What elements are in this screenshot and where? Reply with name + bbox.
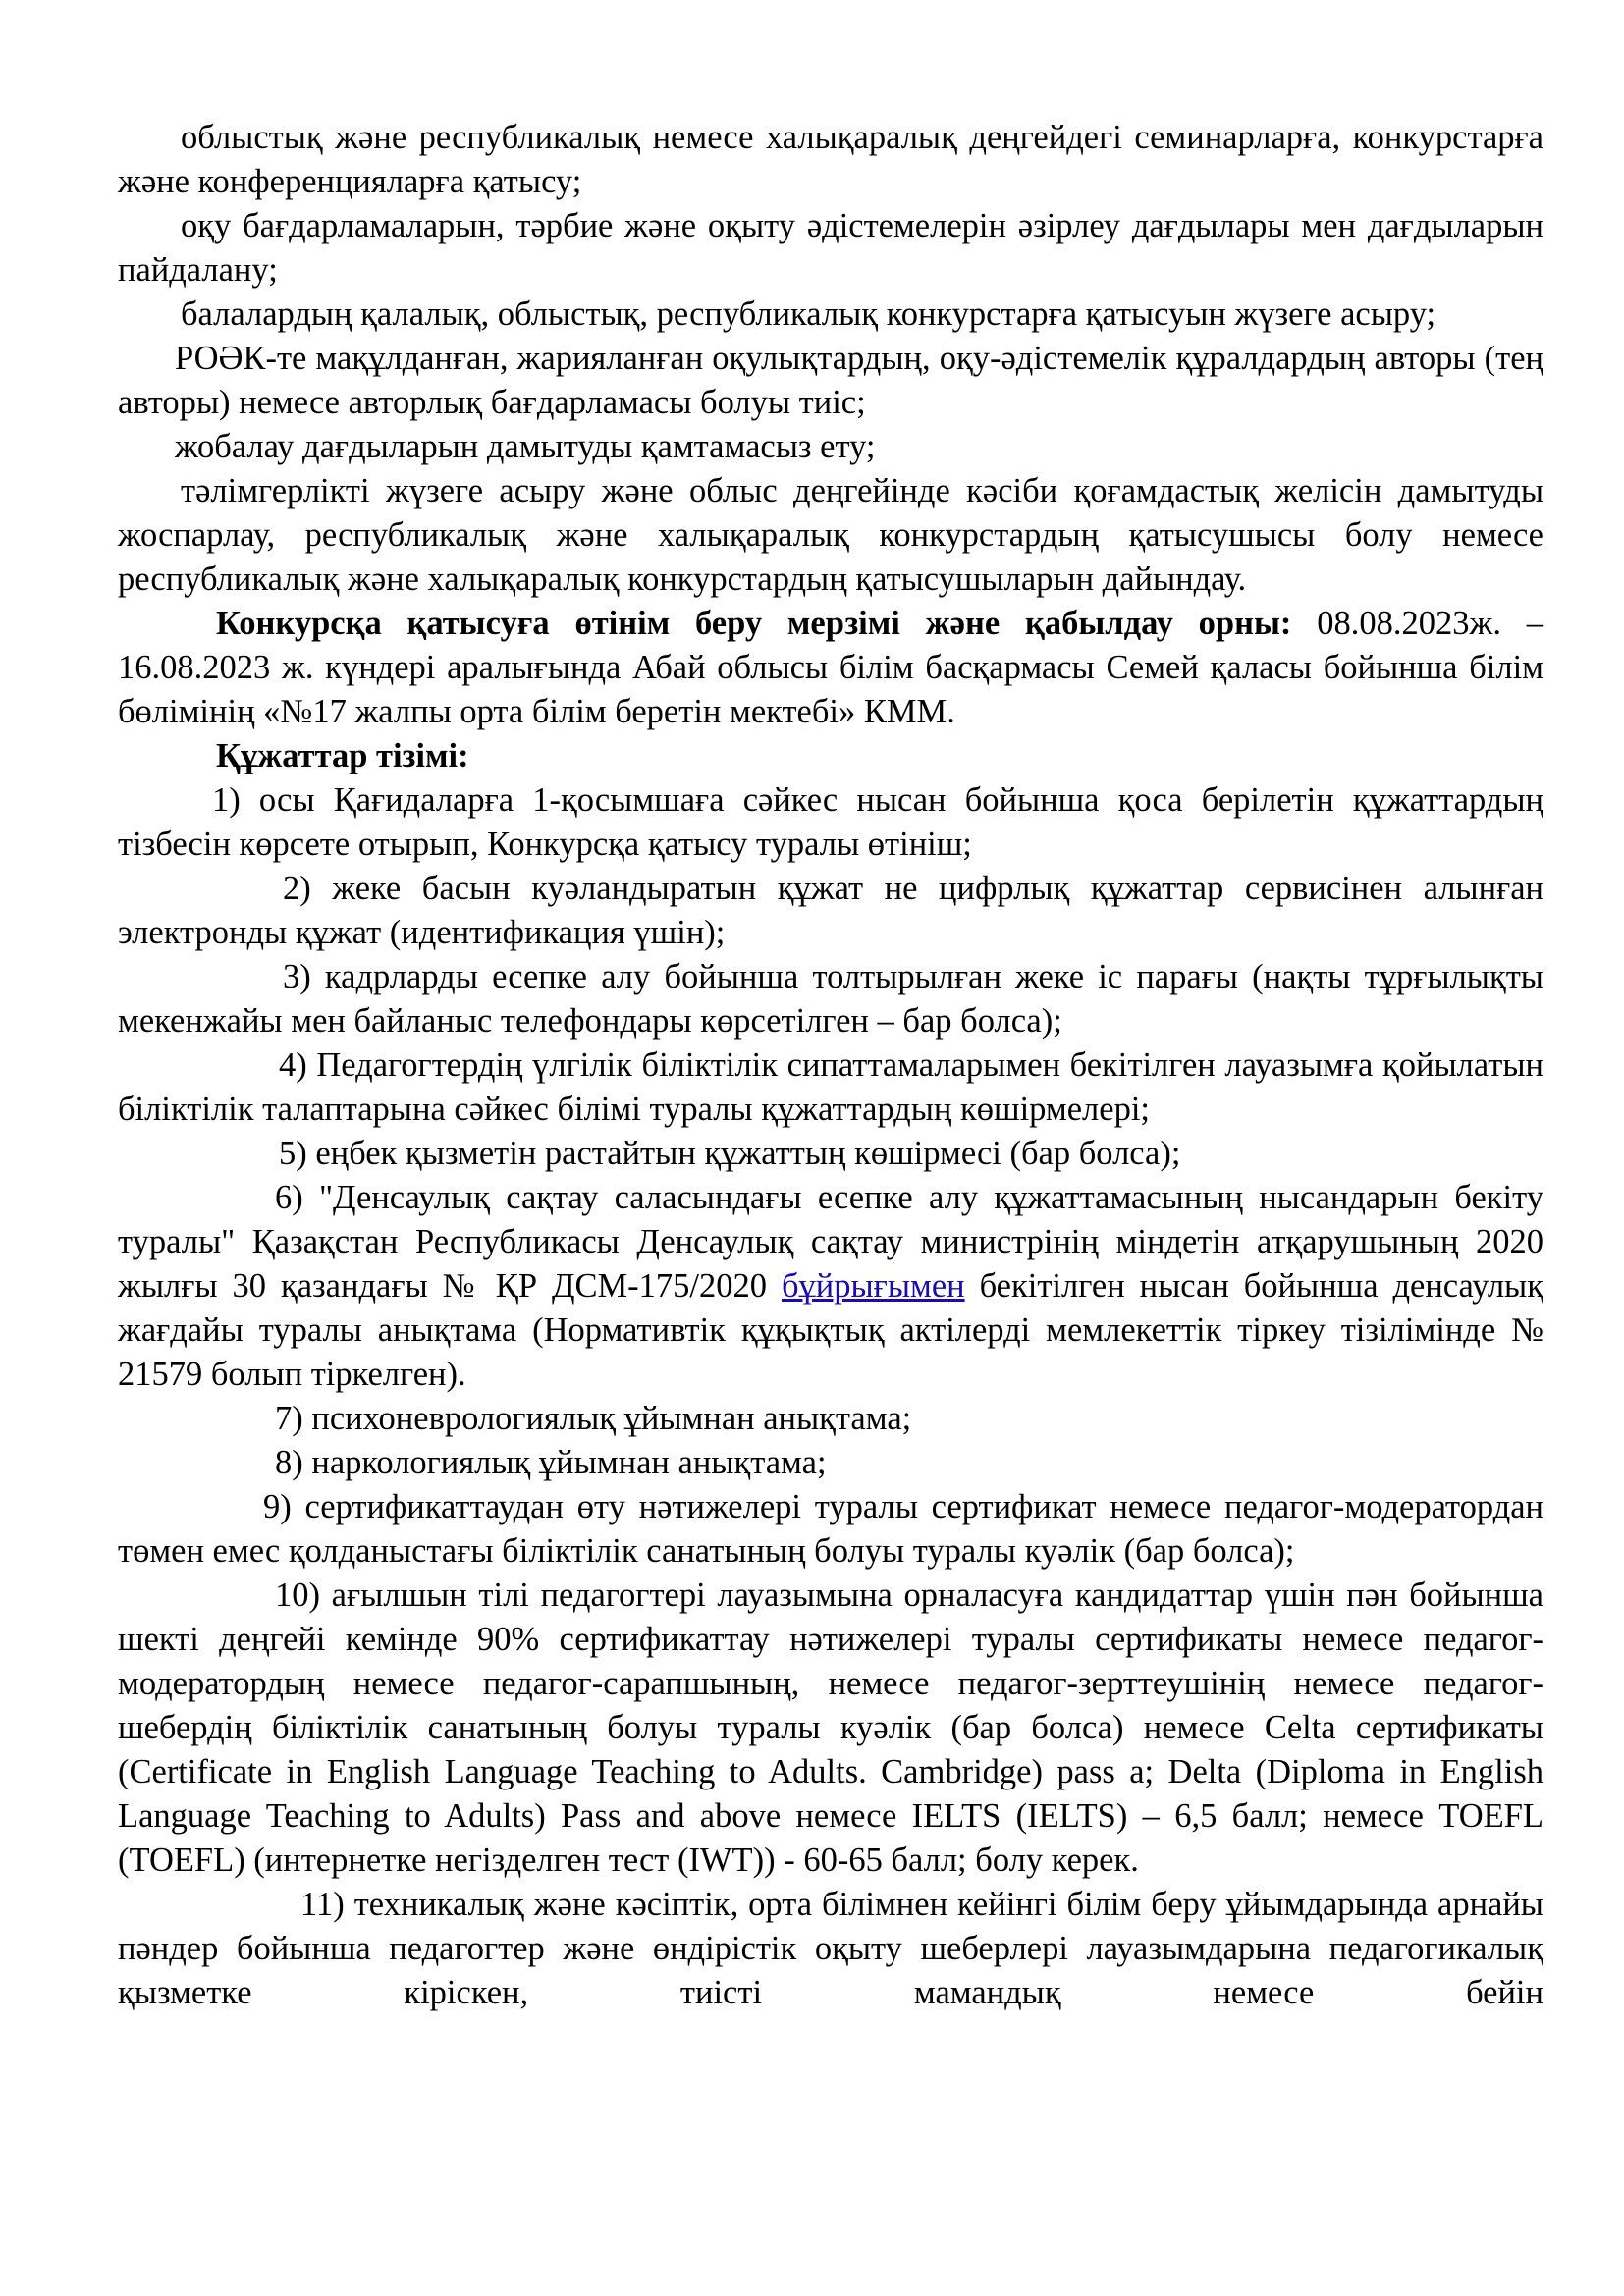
- document-item: 4) Педагогтердің үлгілік біліктілік сипаттамаларымен бекітілген лауазымға қойылатын біліктілік талаптарына сәйкес білімі туралы құжаттардың көшірмелері;: [118, 1046, 1543, 1128]
- paragraph: тәлімгерлікті жүзеге асыру және облыс деңгейінде кәсіби қоғамдастық желісін дамытуды жоспарлау, республикалық және халықаралық конкурстардың қатысушысы болу немесе республикалық және халықаралық конкурстардың қатысушыларын дайындау.: [118, 472, 1543, 598]
- order-link[interactable]: бұйрығымен: [781, 1267, 965, 1305]
- paragraph: оқу бағдарламаларын, тәрбие және оқыту әдістемелерін әзірлеу дағдылары мен дағдыларын пайдалану;: [118, 207, 1543, 289]
- deadline-text: 08.08.2023ж. – 16.08.2023 ж. күндері аралығында Абай облысы білім басқармасы Семей қаласы бойынша білім бөлімінің «№17 жалпы орта білім беретін мектебі» КММ.: [118, 605, 1543, 730]
- paragraph: облыстық және республикалық немесе халықаралық деңгейдегі семинарларға, конкурстарға және конференцияларға қатысу;: [118, 119, 1543, 200]
- document-item-6: [118, 1176, 1543, 1397]
- deadline-paragraph: [118, 602, 1543, 734]
- document-item: 7) психоневрологиялық ұйымнан анықтама;: [275, 1400, 912, 1437]
- documents-heading: Құжаттар тізімі:: [216, 737, 469, 774]
- paragraph: балалардың қалалық, облыстық, республикалық конкурстарға қатысуын жүзеге асыру;: [181, 295, 1436, 333]
- deadline-label: Конкурсқа қатысуға өтінім беру мерзімі және қабылдау орны:: [216, 605, 1292, 642]
- doc6-text-after: бекітілген нысан бойынша денсаулық жағдайы туралы анықтама (Нормативтік құқықтық актілерді мемлекеттік тіркеу тізілімінде № 21579 болып тіркелген).: [118, 1267, 1543, 1393]
- document-page: [118, 116, 1543, 2015]
- document-item: 10) ағылшын тілі педагогтері лауазымына орналасуға кандидаттар үшін пән бойынша шекті деңгейі кемінде 90% сертификаттау нәтижелері туралы сертификаты немесе педагог-модератордың немесе педагог-сарапшының, немесе педагог-зерттеушінің немесе педагог-шебердің біліктілік санатының болуы туралы куәлік (бар болса) немесе Celta сертификаты (Certificate in English Language Teaching to Adults. Cambridge) pass a; Delta (Diploma in English Language Teaching to Adults) Pass and above немесе IELTS (IELTS) – 6,5 балл; немесе TOEFL (TOEFL) (интернетке негізделген тест (IWT)) - 60-65 балл; болу керек.: [118, 1576, 1543, 1879]
- document-item: 5) еңбек қызметін растайтын құжаттың көшірмесі (бар болса);: [279, 1135, 1181, 1172]
- document-item: 3) кадрларды есепке алу бойынша толтырылған жеке іс парағы (нақты тұрғылықты мекенжайы мен байланыс телефондары көрсетілген – бар болса);: [118, 958, 1543, 1040]
- document-item: 9) сертификаттаудан өту нәтижелері туралы сертификат немесе педагог-модератордан төмен емес қолданыстағы біліктілік санатының болуы туралы куәлік (бар болса);: [118, 1488, 1543, 1570]
- document-item: 11) техникалық және кәсіптік, орта білімнен кейінгі білім беру ұйымдарында арнайы пәндер бойынша педагогтер және өндірістік оқыту шеберлері лауазымдарына педагогикалық қызметке кіріскен, тиісті мамандық немесе бейін: [118, 1886, 1543, 2011]
- paragraph: жобалау дағдыларын дамытуды қамтамасыз ету;: [175, 428, 876, 465]
- document-item: 2) жеке басын куәландыратын құжат не цифрлық құжаттар сервисінен алынған электронды құжат (идентификация үшін);: [118, 870, 1543, 951]
- document-item: 8) наркологиялық ұйымнан анықтама;: [275, 1444, 827, 1481]
- paragraph: РОӘК-те мақұлданған, жарияланған оқулықтардың, оқу-әдістемелік құралдардың авторы (тең авторы) немесе авторлық бағдарламасы болуы тиіс;: [118, 340, 1543, 421]
- doc6-text-before: 6) "Денсаулық сақтау саласындағы есепке алу құжаттамасының нысандарын бекіту туралы" Қазақстан Республикасы Денсаулық сақтау министрінің міндетін атқарушының 2020 жылғы 30 қазандағы № ҚР ДСМ-175/2020: [118, 1179, 1543, 1305]
- document-item: 1) осы Қағидаларға 1-қосымшаға сәйкес нысан бойынша қоса берілетін құжаттардың тізбесін көрсете отырып, Конкурсқа қатысу туралы өтініш;: [118, 781, 1543, 863]
